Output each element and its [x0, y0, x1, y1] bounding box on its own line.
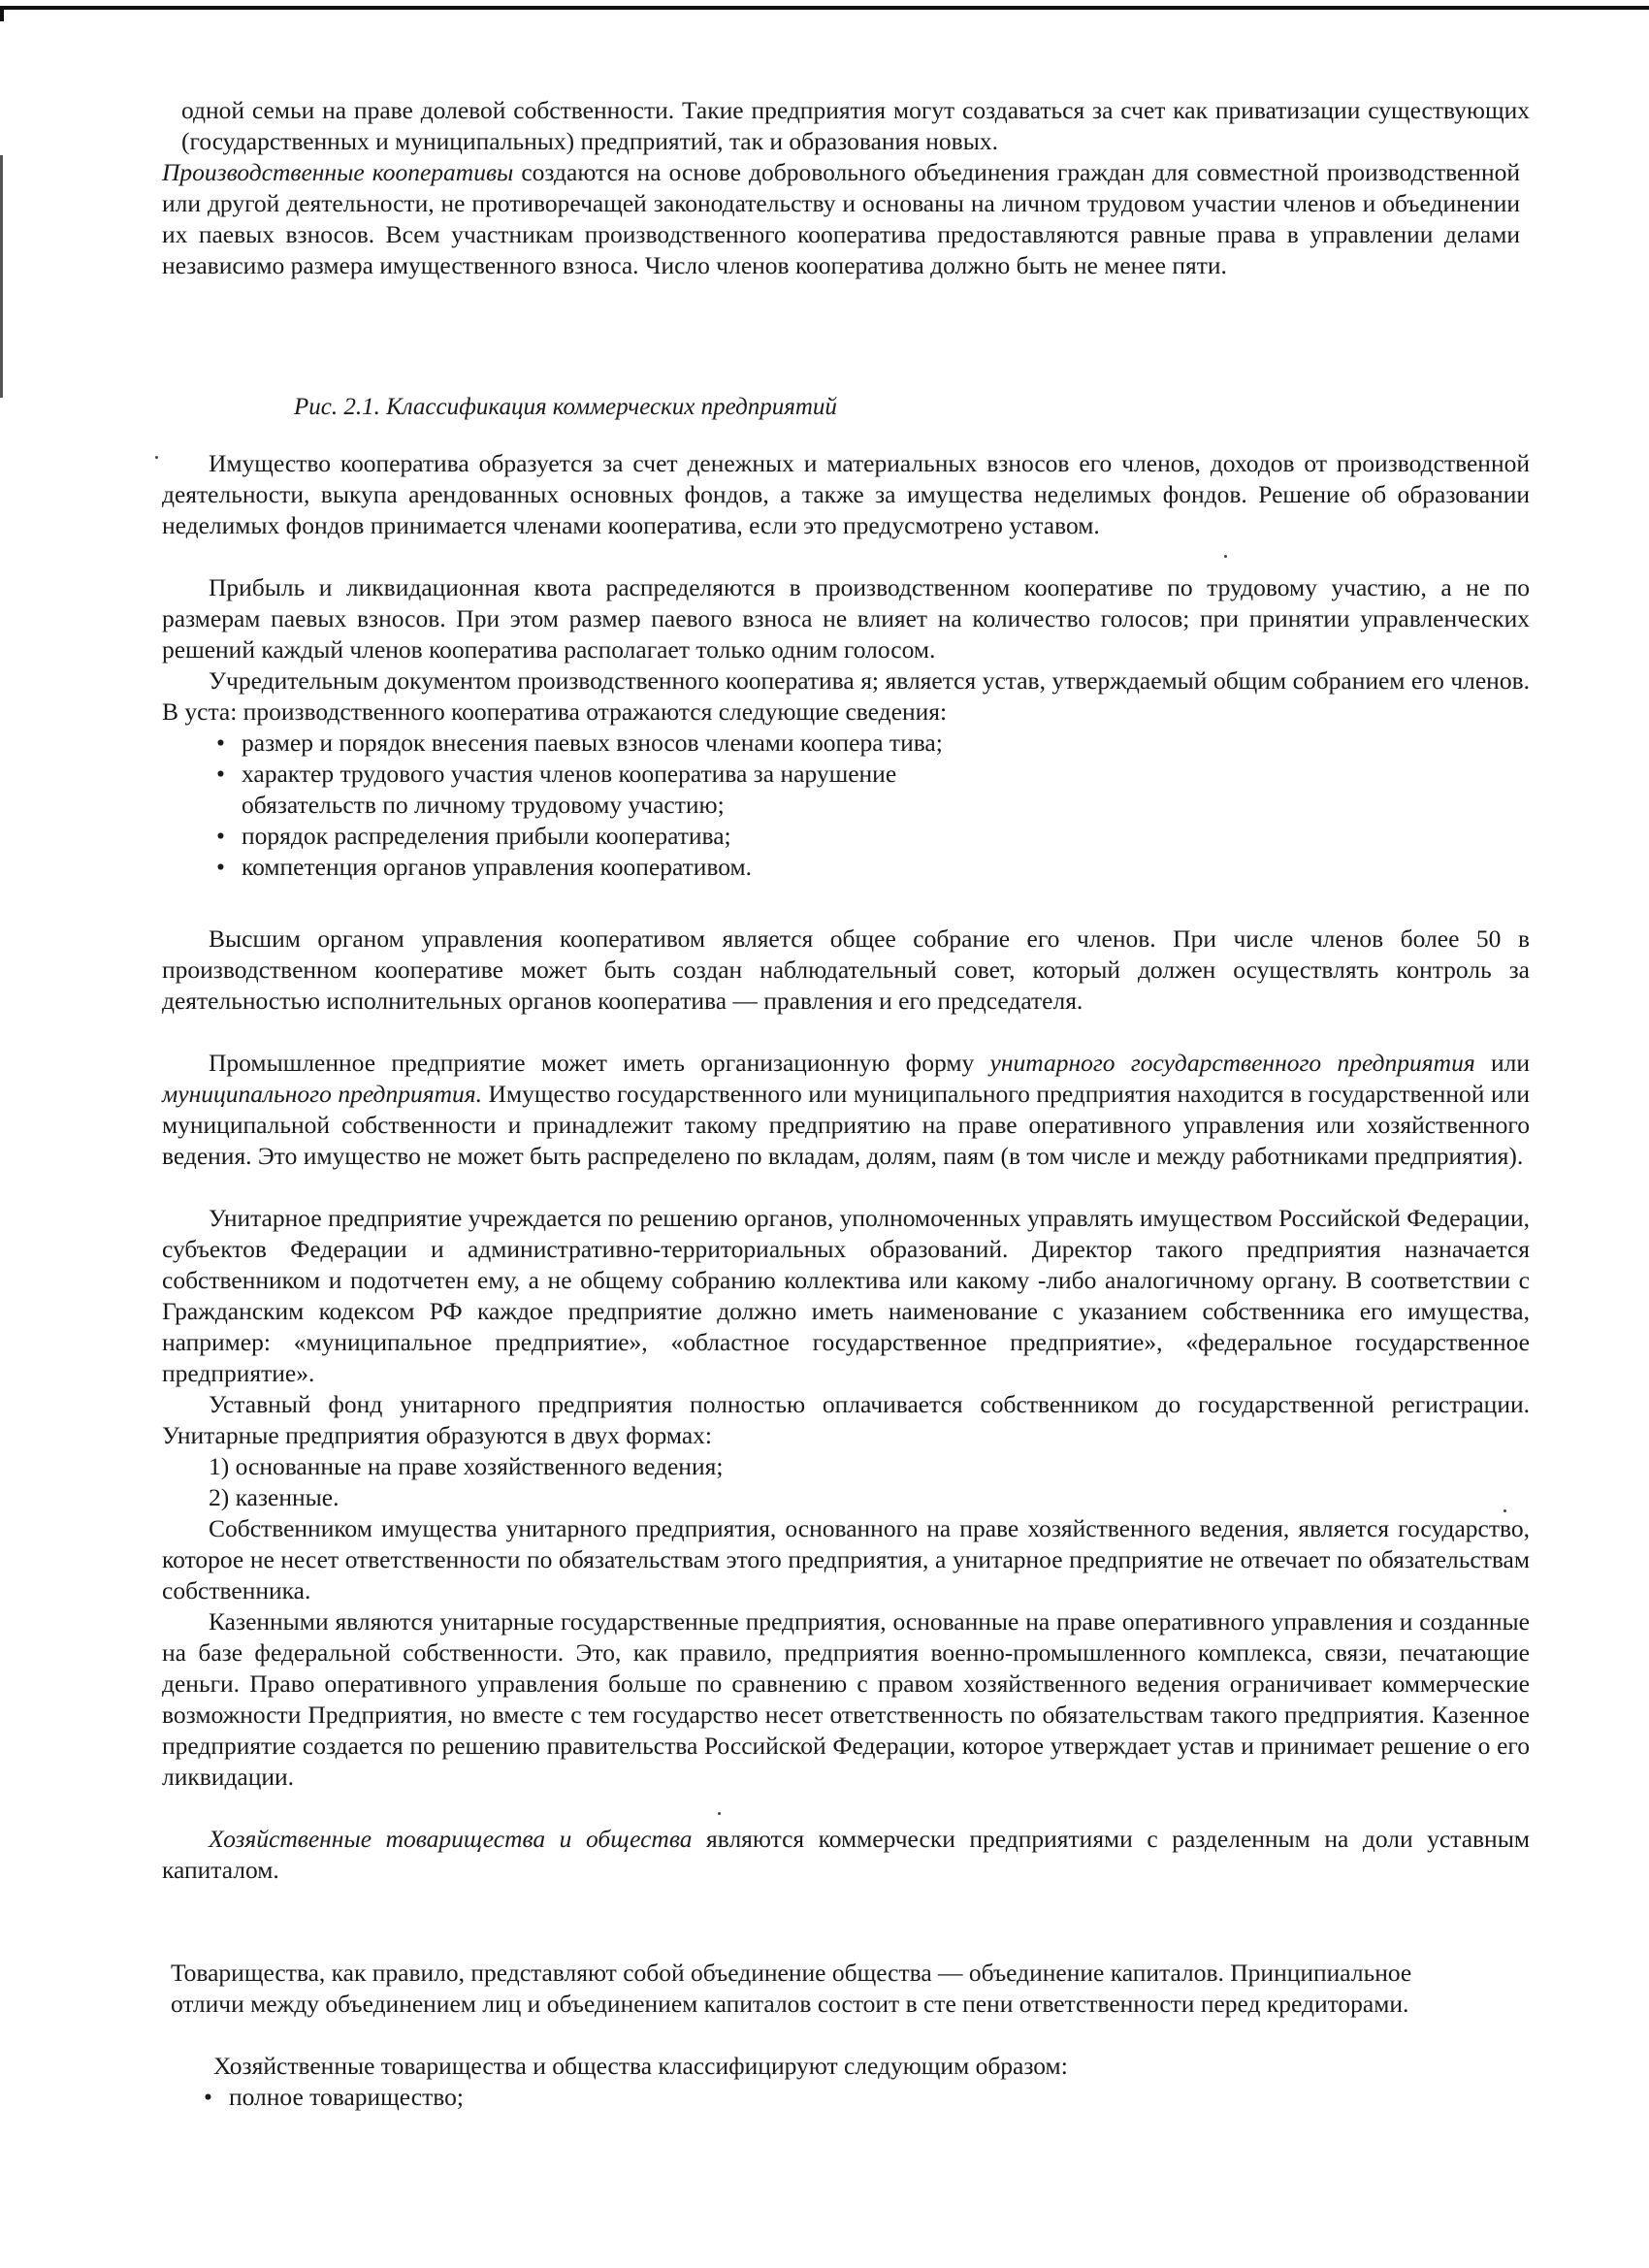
paragraph-text: Товарищества, как правило, представляют собой объединение общества — объединение капиталов. Принципиальное отличи между объединением лиц и объединением капиталов состоит в сте пени ответственности перед кредиторами.: [171, 1959, 1412, 2018]
scan-speck: [1504, 1509, 1506, 1512]
paragraph-production-cooperatives: [162, 157, 1520, 281]
paragraph-partnerships: [162, 1824, 1530, 1886]
paragraph-text: создаются на основе добровольного объединения граждан для совместной производственной или другой деятельности, не противоречащей законодательству и основаны на личном трудовом участии членов и объединении их паевых взносов. Всем участникам производственного кооператива предоставляются равные права в управлении делами независимо размера имущественного взноса. Число членов кооператива должно быть не менее пяти.: [162, 158, 1520, 279]
numbered-item: 1) основанные на праве хозяйственного ведения;: [209, 1452, 724, 1480]
paragraph-family-ownership: [181, 95, 1530, 157]
paragraph-text: Имущество кооператива образуется за счет денежных и материальных взносов его членов, доходов от производственной деятельности, выкупа арендованных основных фондов, а также за имущества неделимых фондов. Решение об образовании неделимых фондов принимается членами кооператива, если это предусмотрено уставом.: [162, 449, 1530, 539]
term-unitary-enterprise: унитарного государственного предприятия: [989, 1049, 1475, 1077]
paragraph-text: Казенными являются унитарные государственные предприятия, основанные на праве оперативного управления и созданные на базе федеральной собственности. Это, как правило, предприятия военно-промышленного комплекса, связи, печатающие деньги. Право оперативного управления больше по сравнению с правом хозяйственного ведения ограничивает коммерческие возможности Предприятия, но вместе с тем государство несет ответственность по обязательствам такого предприятия. Казенное предприятие создается по решению правительства Российской Федерации, которое утверждает устав и принимает решение о его ликвидации.: [162, 1607, 1530, 1791]
paragraph-profit-distribution: [162, 572, 1530, 665]
paragraph-text: Учредительным документом производственного кооператива я; является устав, утверждаемый общим собранием его членов. В уста: производственного кооператива отражаются следующие сведения:: [162, 666, 1530, 726]
scan-speck: [1224, 555, 1227, 558]
list-item: • полное товарищество;: [190, 2082, 966, 2113]
term-partnerships: Хозяйственные товарищества и общества: [209, 1825, 693, 1853]
paragraph-text: являются коммерчески предприятиями с разделенным на доли уставным капиталом.: [162, 1825, 1530, 1884]
paragraph-founding-document: [162, 665, 1530, 728]
paragraph-text: Уставный фонд унитарного предприятия полностью оплачивается собственником до государственной регистрации. Унитарные предприятия образуются в двух формах:: [162, 1390, 1530, 1449]
scan-corner-mark: [0, 6, 4, 21]
paragraph-text: Хозяйственные товарищества и общества классифицируют следующим образом:: [213, 2052, 1068, 2080]
bullet-list-partnership-types: [190, 2082, 966, 2113]
paragraph-classification: [213, 2051, 1474, 2082]
term-production-cooperatives: Производственные кооперативы: [162, 158, 514, 186]
paragraph-economic-management: [162, 1513, 1530, 1606]
paragraph-governing-body: [162, 923, 1530, 1017]
paragraph-charter-fund: [162, 1389, 1530, 1451]
list-item: • размер и порядок внесения паевых взносов членами коопера тива;: [203, 728, 1037, 759]
list-item: • компетенция органов управления кооперативом.: [203, 852, 1027, 883]
paragraph-unitary-enterprise: [162, 1048, 1530, 1172]
paragraph-text: Унитарное предприятие учреждается по решению органов, уполномоченных управлять имуществом Российской Федерации, субъектов Федерации и административно-территориальных образований. Директор такого предприятия назначается собственником и подотчетен ему, а не общему собранию коллектива или какому -либо аналогичному органу. В соответствии с Гражданским кодексом РФ каждое предприятие должно иметь наименование с указанием собственника его имущества, например: «муниципальное предприятие», «областное государственное предприятие», «федеральное государственное предприятие».: [162, 1204, 1530, 1387]
scan-speck: [718, 1812, 721, 1815]
numbered-item: 2) казенные.: [209, 1483, 340, 1511]
paragraph-unitary-founding: [162, 1203, 1530, 1389]
paragraph-text: Промышленное предприятие может иметь организационную форму: [209, 1049, 990, 1077]
figure-caption: Рис. 2.1. Классификация коммерческих предприятий: [294, 394, 837, 420]
scan-speck: [155, 456, 158, 459]
paragraph-text: одной семьи на праве долевой собственности. Такие предприятия могут создаваться за счет как приватизации существующих (государственных и муниципальных) предприятий, так и образования новых.: [181, 96, 1530, 155]
paragraph-capital-union: [171, 1958, 1461, 2020]
term-municipal-enterprise: муниципального предприятия.: [162, 1080, 482, 1108]
scan-left-edge: [0, 155, 3, 398]
paragraph-state-owned: [162, 1606, 1530, 1793]
paragraph-text: или: [1474, 1049, 1530, 1077]
list-item: • характер трудового участия членов кооператива за нарушение обязательств по личному трудовому участию;: [203, 759, 1037, 821]
paragraph-cooperative-property: [162, 448, 1530, 541]
list-item: • порядок распределения прибыли кооператива;: [203, 821, 1027, 852]
scan-border-line: [0, 6, 1649, 10]
paragraph-text: Собственником имущества унитарного предприятия, основанного на праве хозяйственного ведения, является государство, которое не несет ответственности по обязательствам этого предприятия, а унитарное предприятие не отвечает по обязательствам собственника.: [162, 1514, 1530, 1604]
bullet-list-charter-contents: [203, 728, 1027, 883]
paragraph-text: Прибыль и ликвидационная квота распределяются в производственном кооперативе по трудовому участию, а не по размерам паевых взносов. При этом размер паевого взноса не влияет на количество голосов; при принятии управленческих решений каждый членов кооператива располагает только одним голосом.: [162, 573, 1530, 664]
paragraph-text: Высшим органом управления кооперативом является общее собрание его членов. При числе членов более 50 в производственном кооперативе может быть создан наблюдательный совет, который должен осуществлять контроль за деятельностью исполнительных органов кооператива — правления и его председателя.: [162, 924, 1530, 1015]
paragraph-text: Имущество государственного или муниципального предприятия находится в государственной или муниципальной собственности и принадлежит такому предприятию на праве оперативного управления или хозяйственного ведения. Это имущество не может быть распределено по вкладам, долям, паям (в том числе и между работниками предприятия).: [162, 1080, 1530, 1170]
